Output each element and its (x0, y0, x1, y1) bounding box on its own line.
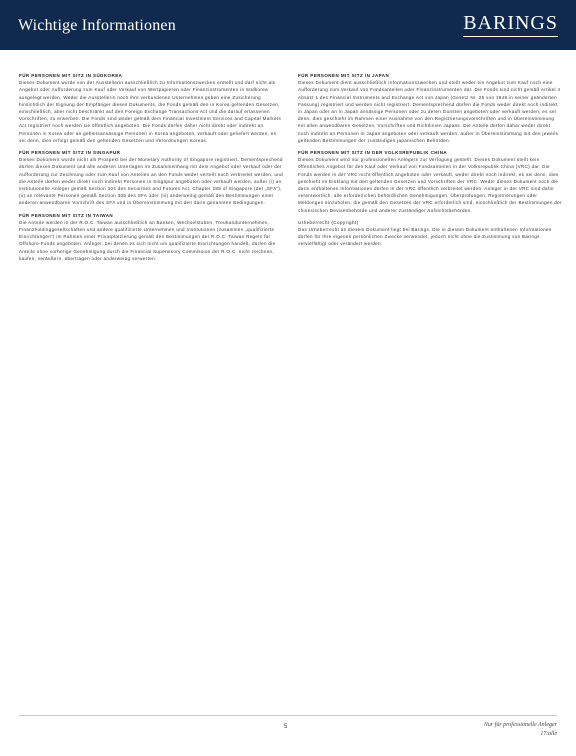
page-header (0, 0, 576, 50)
section-china (298, 149, 562, 214)
section-body: Dieses Dokument wurde von der Ausstellerin ausschließlich zu Informationszwecken erstellt und darf nicht als Angebot oder Aufforderung zum Kauf oder Verkauf von Wertpapieren oder Finanzinstrumenten in Südkorea ausgelegt werden. Weder die Ausstellerin noch ihre verbundenen Unternehmen geben eine Zusicherung hinsichtlich der Eignung der Empfänger dieses Dokuments, die Fonds gemäß den in Korea geltenden Gesetzen, einschließlich, aber nicht beschränkt auf den Foreign Exchange Transactions Act und die darauf erlassenen Vorschriften, zu erwerben. Die Fonds sind weder gemäß dem Financial Investment Services and Capital Markets Act registriert noch werden sie öffentlich angeboten. Die Fonds dürfen daher nicht direkt oder indirekt an Personen in Korea oder an gebietsansässige Personen in Korea angeboten, verkauft oder geliefert werden, es sei denn, dies erfolgt gemäß den geltenden Gesetzen und Verordnungen Koreas. (19, 80, 282, 143)
section-title: FÜR PERSONEN MIT SITZ IN JAPAN (298, 73, 390, 78)
left-column (19, 72, 283, 267)
barings-logo (463, 13, 558, 37)
footer-code: 17/alle (540, 731, 557, 737)
right-column (298, 72, 562, 253)
section-japan (298, 72, 562, 144)
footer-divider (19, 715, 557, 716)
section-body: Dieses Dokument wird nur professionellen Anlegern zur Verfügung gestellt. Dieses Dokument stellt kein öffentliches Angebot für den Kauf oder Verkauf von Fondsanteilen in der Volksrepublik China (VRC) dar. Die Fonds werden in der VRC nicht öffentlich angeboten oder verkauft, weder direkt noch indirekt, es sei denn, dies geschieht im Einklang mit den geltenden Gesetzen und Vorschriften der VRC. Weder dieses Dokument noch die darin enthaltenen Informationen dürfen in der VRC öffentlich verbreitet werden. Anleger in der VRC sind dafür verantwortlich, alle erforderlichen behördlichen Genehmigungen, Überprüfungen, Registrierungen oder Meldungen einzuholen, die gemäß den Gesetzen der VRC erforderlich sind, einschließlich der Bestimmungen der chinesischen Devisenbehörde und anderer zuständiger Aufsichtsbehörden. (298, 157, 562, 213)
footer-note (437, 721, 557, 739)
section-body: Die Anteile werden in der R.O.C. Taiwan ausschließlich an Banken, Wechselstuben, Treuhandunternehmen, Finanzholdinggesellschaften und andere qualifizierte Unternehmen und Institutionen (zusammen „qualifizierte Einrichtungen“) im Rahmen einer Privatplatzierung gemäß den Bestimmungen der R.O.C. Taiwan Regeln für Offshore-Fonds angeboten. Anleger, bei denen es sich nicht um qualifizierte Einrichtungen handelt, dürfen die Anteile ohne vorherige Genehmigung durch die Financial Supervisory Commission der R.O.C. nicht zeichnen, kaufen, veräußern, übertragen oder anderweitig verwerten. (19, 219, 276, 261)
page-title: Wichtige Informationen (18, 17, 176, 34)
logo-text: BARINGS (463, 12, 558, 34)
section-south-korea (19, 72, 283, 144)
section-body: Dieses Dokument dient ausschließlich Informationszwecken und stellt weder ein Angebot zum Kauf noch eine Aufforderung zum Verkauf von Fondsanteilen oder Finanzinstrumenten dar. Die Fonds sind nicht gemäß Artikel 4 Absatz 1 des Financial Instruments and Exchange Act von Japan (Gesetz Nr. 25 von 1948 in seiner geänderten Fassung) registriert und werden nicht registriert. Dementsprechend dürfen die Fonds weder direkt noch indirekt in Japan oder an in Japan ansässige Personen oder zu deren Gunsten angeboten oder verkauft werden, es sei denn, dies geschieht im Rahmen einer Ausnahme von den Registrierungsvorschriften und in Übereinstimmung mit allen anwendbaren Gesetzen, Vorschriften und Richtlinien Japans. Die Anteile dürfen daher weder direkt noch indirekt an Personen in Japan angeboten oder verkauft werden, außer in Übereinstimmung mit den jeweils geltenden Bestimmungen der zuständigen japanischen Behörden. (298, 80, 561, 143)
section-taiwan (19, 212, 283, 262)
footer-audience-note: Nur für professionelle Anleger (483, 722, 557, 728)
section-title: FÜR PERSONEN MIT SITZ IN SINGAPUR (19, 150, 121, 156)
logo-underline (463, 36, 558, 37)
section-copyright (298, 219, 562, 248)
section-singapore (19, 149, 283, 207)
section-title: Urheberrecht (Copyright) (298, 219, 359, 225)
section-body: Dieses Dokument wurde nicht als Prospekt bei der Monetary Authority of Singapore registriert. Dementsprechend dürfen dieses Dokument und alle anderen Unterlagen im Zusammenhang mit dem Angebot oder Verkauf oder der Aufforderung zur Zeichnung oder zum Kauf von Anteilen an den Fonds weder verteilt noch verbreitet werden, und die Anteile dürfen weder direkt noch indirekt Personen in Singapur angeboten oder verkauft werden, außer (i) an institutionelle Anleger gemäß Section 304 des Securities and Futures Act, Chapter 289 of Singapore (der „SFA“), (ii) an relevante Personen gemäß Section 305 des SFA oder (iii) anderweitig gemäß den Bestimmungen einer anderen anwendbaren Vorschrift des SFA und in Übereinstimmung mit den darin genannten Bedingungen. (19, 157, 283, 206)
section-title: FÜR PERSONEN MIT SITZ IN SÜDKOREA (19, 73, 123, 78)
section-body: Das Urheberrecht an diesem Dokument liegt bei Barings. Die in diesem Dokument enthaltenen Informationen dürfen für Ihre eigenen persönlichen Zwecke verwendet, jedoch nicht ohne die Zustimmung von Barings vervielfältigt oder verändert werden. (298, 227, 552, 247)
section-title: FÜR PERSONEN MIT SITZ IN DER VOLKSREPUBLIK CHINA (298, 150, 448, 156)
page-number: 5 (284, 724, 288, 730)
section-title: FÜR PERSONEN MIT SITZ IN TAIWAN (19, 212, 114, 218)
